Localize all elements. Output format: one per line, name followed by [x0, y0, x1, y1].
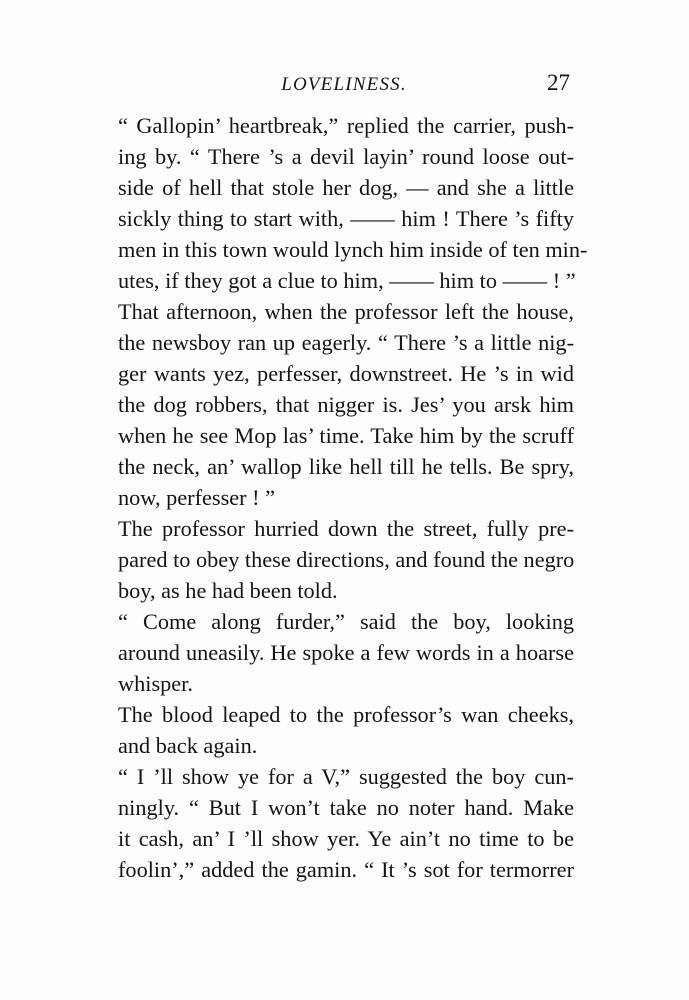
text-line: the newsboy ran up eagerly. “ There ’s a little nig- [118, 330, 574, 355]
text-line: The blood leaped to the professor’s wan cheeks, [118, 702, 574, 727]
text-line: side of hell that stole her dog, — and she a little [118, 175, 574, 200]
page-number: 27 [547, 70, 570, 95]
running-head [118, 70, 570, 104]
text-line: “ Come along furder,” said the boy, looking [118, 609, 574, 634]
text-line: around uneasily. He spoke a few words in a hoarse [118, 640, 574, 665]
text-line: sickly thing to start with, —— him ! There ’s fifty [118, 206, 574, 231]
text-line: utes, if they got a clue to him, —— him to —— ! ” [118, 268, 576, 293]
text-line: whisper. [118, 671, 193, 696]
text-line: “ Gallopin’ heartbreak,” replied the carrier, push- [118, 113, 574, 138]
text-line: ningly. “ But I won’t take no noter hand. Make [118, 795, 574, 820]
text-line: men in this town would lynch him inside of ten min- [118, 237, 588, 262]
text-line: boy, as he had been told. [118, 578, 338, 603]
text-line: it cash, an’ I ’ll show yer. Ye ain’t no time to be [118, 826, 574, 851]
text-line: ger wants yez, perfesser, downstreet. He ’s in wid [118, 361, 574, 386]
text-line: ing by. “ There ’s a devil layin’ round loose out- [118, 144, 574, 169]
text-line: now, perfesser ! ” [118, 485, 276, 510]
text-line: pared to obey these directions, and found the negro [118, 547, 575, 572]
text-line: That afternoon, when the professor left the house, [118, 299, 574, 324]
text-line: “ I ’ll show ye for a V,” suggested the boy cun- [118, 764, 574, 789]
text-line: the dog robbers, that nigger is. Jes’ you arsk him [118, 392, 574, 417]
text-line: and back again. [118, 733, 258, 758]
text-line: the neck, an’ wallop like hell till he tells. Be spry, [118, 454, 574, 479]
running-title: LOVELINESS. [281, 74, 407, 95]
text-line: when he see Mop las’ time. Take him by the scruff [118, 423, 574, 448]
text-line: The professor hurried down the street, fully pre- [118, 516, 574, 541]
text-line: foolin’,” added the gamin. “ It ’s sot for termorrer [118, 857, 574, 882]
